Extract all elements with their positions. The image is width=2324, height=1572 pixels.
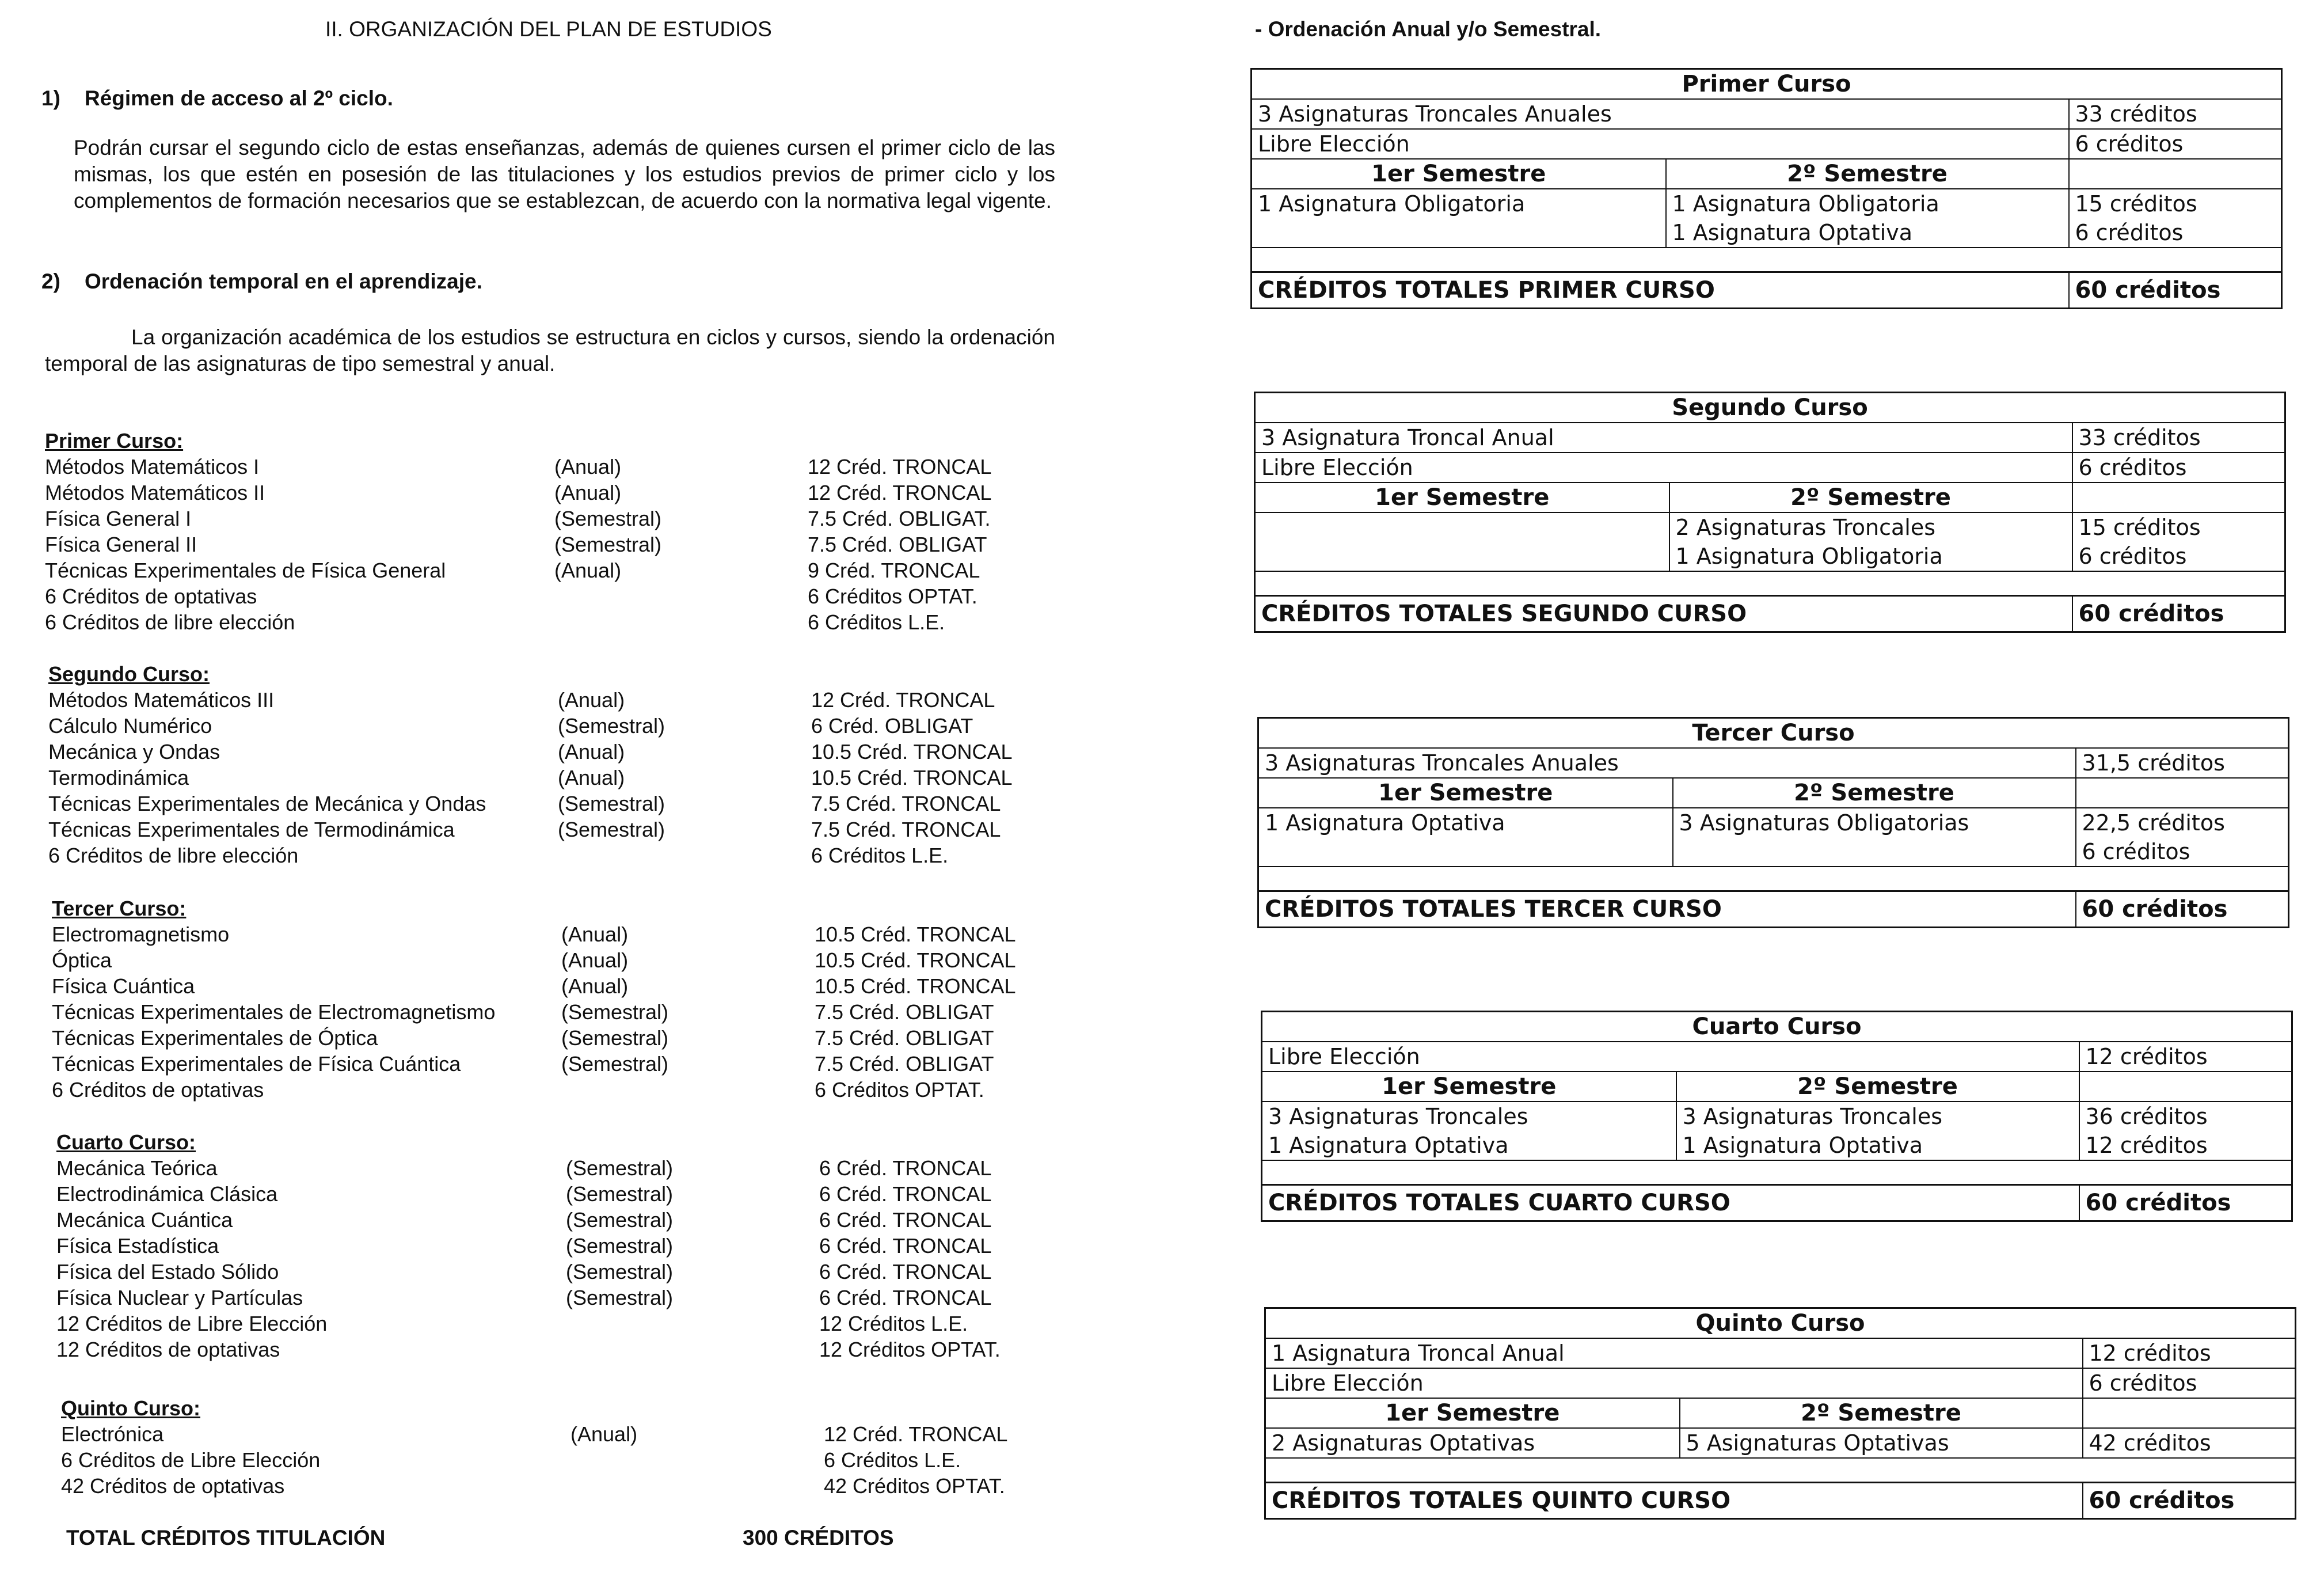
semester-1-subjects (1258, 808, 1673, 867)
total-credits-value: 60 créditos (2069, 272, 2282, 309)
subject-duration: (Anual) (558, 740, 625, 764)
section-title: II. ORGANIZACIÓN DEL PLAN DE ESTUDIOS (325, 17, 772, 41)
credits-cell: 12 créditos (2079, 1042, 2292, 1072)
table-heading: Primer Curso (1252, 69, 2282, 100)
course-title: Quinto Curso: (61, 1396, 200, 1420)
total-credits-value: 60 créditos (2079, 1185, 2292, 1221)
total-credits-label: CRÉDITOS TOTALES SEGUNDO CURSO (1255, 596, 2072, 632)
subject-credits: 10.5 Créd. TRONCAL (815, 948, 1016, 972)
semester-credits (2083, 1428, 2296, 1458)
subject-credits: 6 Créd. TRONCAL (819, 1208, 992, 1232)
subject-line: 3 Asignaturas Troncales (1682, 1104, 1943, 1129)
subject-name: Física Nuclear y Partículas (56, 1286, 303, 1309)
subject-credits: 10.5 Créd. TRONCAL (811, 766, 1013, 789)
spacer-row (1252, 248, 2282, 272)
subject-line: 1 Asignatura Obligatoria (1675, 544, 1943, 569)
paragraph-ordenacion-temporal: La organización académica de los estudios se estructura en ciclos y cursos, siendo la ordenación temporal de las asignaturas de tipo semestral y anual. (45, 325, 1055, 375)
subject-name: 12 Créditos de optativas (56, 1338, 280, 1361)
subject-name: 6 Créditos de Libre Elección (61, 1448, 321, 1472)
credits-line: 15 créditos (2078, 515, 2201, 540)
credits-cell: 6 créditos (2083, 1368, 2296, 1398)
subject-credits: 10.5 Créd. TRONCAL (815, 974, 1016, 998)
total-credits-value: 60 créditos (2072, 596, 2285, 632)
subject-credits: 12 Créditos OPTAT. (819, 1338, 1001, 1361)
credits-line: 12 créditos (2085, 1133, 2208, 1158)
subject-duration: (Semestral) (561, 1026, 669, 1050)
heading-text: Ordenación temporal en el aprendizaje. (85, 269, 482, 293)
semester-1-header: 1er Semestre (1255, 483, 1669, 512)
subject-name: Técnicas Experimentales de Física Cuántica (52, 1052, 461, 1076)
subject-duration: (Anual) (554, 559, 622, 582)
subject-line: 2 Asignaturas Optativas (1272, 1430, 1535, 1456)
subject-name: Física Cuántica (52, 974, 195, 998)
subject-cell: 3 Asignaturas Troncales Anuales (1252, 99, 2069, 129)
spacer-row (1258, 867, 2289, 891)
credits-cell: 6 créditos (2069, 129, 2282, 159)
credits-cell: 6 créditos (2072, 453, 2285, 483)
subject-name: 6 Créditos de libre elección (48, 844, 299, 867)
course-table (1264, 1307, 2296, 1520)
spacer-row (1262, 1160, 2292, 1185)
semester-1-subjects (1262, 1102, 1676, 1160)
subject-credits: 6 Créd. OBLIGAT (811, 714, 973, 738)
subject-credits: 6 Créditos OPTAT. (815, 1078, 984, 1102)
subject-name: Física del Estado Sólido (56, 1260, 279, 1284)
subject-name: Mecánica y Ondas (48, 740, 220, 764)
subject-duration: (Semestral) (561, 1000, 669, 1024)
semester-credits (2076, 808, 2289, 867)
subject-credits: 6 Créditos L.E. (808, 610, 945, 634)
total-credits-value: 300 CRÉDITOS (743, 1526, 894, 1550)
right-page (1238, 0, 2324, 1572)
subject-duration: (Semestral) (566, 1208, 674, 1232)
subject-cell: 1 Asignatura Troncal Anual (1265, 1338, 2083, 1368)
subject-line: 3 Asignaturas Troncales (1268, 1104, 1528, 1129)
credits-line: 6 créditos (2078, 544, 2187, 569)
subject-duration: (Anual) (554, 481, 622, 504)
heading-text: Régimen de acceso al 2º ciclo. (85, 86, 393, 110)
subject-credits: 6 Créd. TRONCAL (819, 1286, 992, 1309)
subject-name: Electrodinámica Clásica (56, 1182, 278, 1206)
empty-cell (2079, 1072, 2292, 1102)
course-title: Segundo Curso: (48, 662, 210, 686)
subject-line: 1 Asignatura Optativa (1672, 220, 1913, 245)
subject-name: Métodos Matemáticos II (45, 481, 265, 504)
subject-name: Técnicas Experimentales de Mecánica y Ondas (48, 792, 486, 815)
course-title: Primer Curso: (45, 429, 184, 453)
table-heading: Tercer Curso (1258, 718, 2289, 749)
semester-1-header: 1er Semestre (1262, 1072, 1676, 1102)
subject-credits: 6 Créd. TRONCAL (819, 1234, 992, 1258)
subject-duration: (Semestral) (554, 533, 662, 556)
subject-name: Mecánica Teórica (56, 1156, 218, 1180)
semester-1-subjects (1252, 189, 1666, 248)
subject-line: 5 Asignaturas Optativas (1686, 1430, 1949, 1456)
subject-name: Técnicas Experimentales de Física General (45, 559, 446, 582)
credits-cell: 12 créditos (2083, 1338, 2296, 1368)
subject-credits: 6 Créd. TRONCAL (819, 1182, 992, 1206)
semester-credits (2069, 189, 2282, 248)
semester-1-subjects (1255, 512, 1669, 571)
subject-duration: (Semestral) (566, 1260, 674, 1284)
subject-name: Electromagnetismo (52, 922, 230, 946)
subject-name: 6 Créditos de libre elección (45, 610, 295, 634)
subject-line: 1 Asignatura Optativa (1268, 1133, 1509, 1158)
subject-credits: 12 Créd. TRONCAL (808, 481, 992, 504)
subject-line: 2 Asignaturas Troncales (1675, 515, 1936, 540)
subject-duration: (Semestral) (558, 818, 665, 841)
subject-credits: 7.5 Créd. OBLIGAT (808, 533, 987, 556)
semester-2-header: 2º Semestre (1676, 1072, 2079, 1102)
credits-cell: 33 créditos (2069, 99, 2282, 129)
table-heading: Cuarto Curso (1262, 1012, 2292, 1042)
subject-credits: 42 Créditos OPTAT. (824, 1474, 1005, 1498)
credits-line: 42 créditos (2089, 1430, 2211, 1456)
subject-cell: 3 Asignaturas Troncales Anuales (1258, 748, 2076, 778)
subject-credits: 12 Créd. TRONCAL (808, 455, 992, 479)
subject-cell: Libre Elección (1255, 453, 2072, 483)
subject-credits: 6 Créditos L.E. (811, 844, 949, 867)
subject-name: Física General I (45, 507, 192, 530)
total-credits-label: TOTAL CRÉDITOS TITULACIÓN (66, 1526, 386, 1550)
semester-2-subjects (1676, 1102, 2079, 1160)
course-table (1254, 392, 2286, 633)
subject-credits: 7.5 Créd. OBLIGAT (815, 1026, 994, 1050)
course-table (1257, 717, 2289, 928)
semester-credits (2079, 1102, 2292, 1160)
credits-line: 6 créditos (2082, 839, 2190, 864)
subject-duration: (Anual) (561, 974, 629, 998)
total-credits-label: CRÉDITOS TOTALES TERCER CURSO (1258, 891, 2076, 928)
spacer-row (1255, 571, 2285, 596)
subject-credits: 7.5 Créd. TRONCAL (811, 792, 1001, 815)
subject-name: Mecánica Cuántica (56, 1208, 233, 1232)
semester-2-header: 2º Semestre (1666, 159, 2069, 189)
subject-credits: 12 Créd. TRONCAL (811, 688, 995, 712)
subject-duration: (Anual) (554, 455, 622, 479)
subject-duration: (Semestral) (558, 792, 665, 815)
empty-cell (2083, 1398, 2296, 1428)
subject-name: 12 Créditos de Libre Elección (56, 1312, 328, 1335)
subject-duration: (Anual) (558, 766, 625, 789)
table-heading: Quinto Curso (1265, 1308, 2296, 1339)
subject-name: Técnicas Experimentales de Termodinámica (48, 818, 455, 841)
subject-duration: (Semestral) (566, 1234, 674, 1258)
subject-name: 6 Créditos de optativas (45, 584, 257, 608)
subject-duration: (Anual) (561, 922, 629, 946)
total-credits-label: CRÉDITOS TOTALES PRIMER CURSO (1252, 272, 2069, 309)
course-table (1261, 1011, 2293, 1222)
empty-cell (2069, 159, 2282, 189)
total-credits-value: 60 créditos (2083, 1483, 2296, 1519)
subject-name: Cálculo Numérico (48, 714, 212, 738)
subject-duration: (Anual) (570, 1422, 638, 1446)
subject-name: Electrónica (61, 1422, 164, 1446)
subject-credits: 7.5 Créd. OBLIGAT (815, 1000, 994, 1024)
subject-name: Física Estadística (56, 1234, 219, 1258)
semester-1-header: 1er Semestre (1252, 159, 1666, 189)
subject-name: Métodos Matemáticos I (45, 455, 260, 479)
semester-2-header: 2º Semestre (1673, 778, 2076, 808)
ordering-title: - Ordenación Anual y/o Semestral. (1255, 17, 1602, 41)
semester-1-header: 1er Semestre (1265, 1398, 1680, 1428)
subject-name: Métodos Matemáticos III (48, 688, 275, 712)
subject-duration: (Semestral) (558, 714, 665, 738)
subject-cell: Libre Elección (1262, 1042, 2079, 1072)
subject-name: Termodinámica (48, 766, 189, 789)
subject-credits: 9 Créd. TRONCAL (808, 559, 980, 582)
subject-name: 6 Créditos de optativas (52, 1078, 264, 1102)
total-credits-label: CRÉDITOS TOTALES QUINTO CURSO (1265, 1483, 2083, 1519)
subject-duration: (Anual) (558, 688, 625, 712)
total-credits-label: CRÉDITOS TOTALES CUARTO CURSO (1262, 1185, 2079, 1221)
subject-cell: 3 Asignatura Troncal Anual (1255, 423, 2072, 453)
spacer-row (1265, 1458, 2296, 1483)
heading-number: 2) (41, 269, 60, 293)
course-title: Cuarto Curso: (56, 1130, 196, 1154)
left-page (0, 0, 1111, 1572)
subject-name: Óptica (52, 948, 112, 972)
credits-line: 22,5 créditos (2082, 810, 2225, 836)
subject-duration: (Semestral) (566, 1156, 674, 1180)
paragraph-regimen-acceso: Podrán cursar el segundo ciclo de estas enseñanzas, además de quienes cursen el primer ciclo de las mismas, los que estén en posesión de las titulaciones y los estudios previos de primer ciclo y los complementos de formación necesarios que se establezcan, de acuerdo con la normativa legal vigente. (74, 136, 1055, 212)
subject-cell: Libre Elección (1265, 1368, 2083, 1398)
subject-credits: 12 Créd. TRONCAL (824, 1422, 1008, 1446)
total-credits-value: 60 créditos (2076, 891, 2289, 928)
subject-credits: 6 Créditos OPTAT. (808, 584, 977, 608)
subject-credits: 7.5 Créd. TRONCAL (811, 818, 1001, 841)
subject-credits: 7.5 Créd. OBLIGAT (815, 1052, 994, 1076)
course-title: Tercer Curso: (52, 897, 187, 920)
semester-2-subjects (1669, 512, 2072, 571)
semester-2-subjects (1666, 189, 2069, 248)
semester-2-subjects (1673, 808, 2076, 867)
subject-duration: (Anual) (561, 948, 629, 972)
subject-name: 42 Créditos de optativas (61, 1474, 285, 1498)
semester-1-header: 1er Semestre (1258, 778, 1673, 808)
subject-line: 3 Asignaturas Obligatorias (1679, 810, 1969, 836)
credits-cell: 33 créditos (2072, 423, 2285, 453)
course-table (1250, 68, 2283, 309)
subject-credits: 6 Créd. TRONCAL (819, 1260, 992, 1284)
subject-duration: (Semestral) (554, 507, 662, 530)
empty-cell (2072, 483, 2285, 512)
credits-line: 15 créditos (2075, 191, 2197, 217)
subject-line: 1 Asignatura Obligatoria (1258, 191, 1526, 217)
subject-credits: 7.5 Créd. OBLIGAT. (808, 507, 991, 530)
subject-credits: 10.5 Créd. TRONCAL (811, 740, 1013, 764)
semester-2-header: 2º Semestre (1680, 1398, 2083, 1428)
subject-name: Física General II (45, 533, 197, 556)
subject-name: Técnicas Experimentales de Óptica (52, 1026, 378, 1050)
subject-duration: (Semestral) (561, 1052, 669, 1076)
credits-line: 6 créditos (2075, 220, 2184, 245)
heading-number: 1) (41, 86, 60, 110)
subject-credits: 6 Créditos L.E. (824, 1448, 961, 1472)
credits-line: 36 créditos (2085, 1104, 2208, 1129)
subject-line: 1 Asignatura Obligatoria (1672, 191, 1939, 217)
semester-1-subjects (1265, 1428, 1680, 1458)
subject-duration: (Semestral) (566, 1182, 674, 1206)
semester-2-subjects (1680, 1428, 2083, 1458)
credits-cell: 31,5 créditos (2076, 748, 2289, 778)
subject-line: 1 Asignatura Optativa (1265, 810, 1505, 836)
empty-cell (2076, 778, 2289, 808)
subject-credits: 6 Créd. TRONCAL (819, 1156, 992, 1180)
table-heading: Segundo Curso (1255, 393, 2285, 423)
subject-name: Técnicas Experimentales de Electromagnetismo (52, 1000, 496, 1024)
semester-credits (2072, 512, 2285, 571)
subject-line: 1 Asignatura Optativa (1682, 1133, 1923, 1158)
subject-credits: 10.5 Créd. TRONCAL (815, 922, 1016, 946)
semester-2-header: 2º Semestre (1669, 483, 2072, 512)
subject-credits: 12 Créditos L.E. (819, 1312, 968, 1335)
subject-cell: Libre Elección (1252, 129, 2069, 159)
subject-duration: (Semestral) (566, 1286, 674, 1309)
